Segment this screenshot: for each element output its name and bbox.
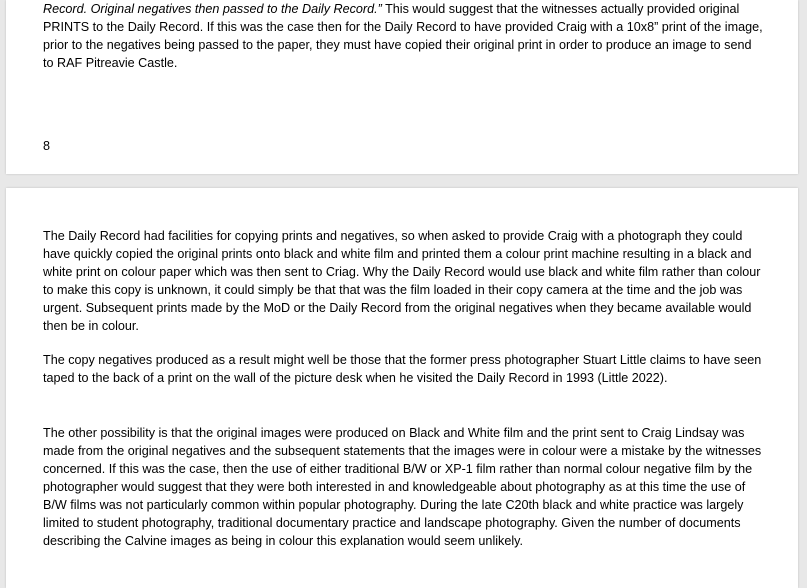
paragraph-text: The copy negatives produced as a result might well be those that the former press photographer Stuart Little claims to have seen taped to the back of a print on the wall of the picture desk when he visited the Daily Record in 1993 (Little 2022).	[43, 353, 762, 385]
page-number: 8	[43, 139, 51, 153]
paragraph-text: The Daily Record had facilities for copying prints and negatives, so when asked to provide Craig with a photograph they could have quickly copied the original prints onto black and white film and printed them a colour print machine resulting in a black and white print on colour paper which was then sent to Criag. Why the Daily Record would use black and white film rather than colour to make this copy is unknown, it could simply be that that was the film loaded in their copy camera at the time and the job was urgent. Subsequent prints made by the MoD or the Daily Record from the original negatives when they became available would then be in colour.	[43, 229, 761, 333]
paragraph-copying-facilities	[43, 227, 765, 335]
paragraph-copy-negatives	[43, 351, 765, 387]
document-page-bottom	[6, 188, 798, 588]
paragraph-text: This would suggest that the witnesses actually provided original PRINTS to the Daily Record. If this was the case then for the Daily Record to have provided Craig with a 10x8” print of the image, prior to the negatives being passed to the paper, they must have copied their original print in order to produce an image to send to RAF Pitreavie Castle.	[43, 2, 763, 70]
paragraph-witness-prints	[43, 0, 765, 72]
document-page-top	[6, 0, 798, 174]
paragraph-text: The other possibility is that the original images were produced on Black and White film and the print sent to Craig Lindsay was made from the original negatives and the subsequent statements that the images were in colour were a mistake by the witnesses concerned. If this was the case, then the use of either traditional B/W or XP-1 film rather than normal colour negative film by the photographer would suggest that they were both interested in and knowledgeable about photography as at this time the use of B/W films was not particularly common within popular photography. During the late C20th black and white practice was largely limited to student photography, traditional documentary practice and landscape photography. Given the number of documents describing the Calvine images as being in colour this explanation would seem unlikely.	[43, 426, 762, 548]
italic-quote: Record. Original negatives then passed to the Daily Record.”	[43, 2, 382, 16]
paragraph-other-possibility	[43, 424, 765, 550]
